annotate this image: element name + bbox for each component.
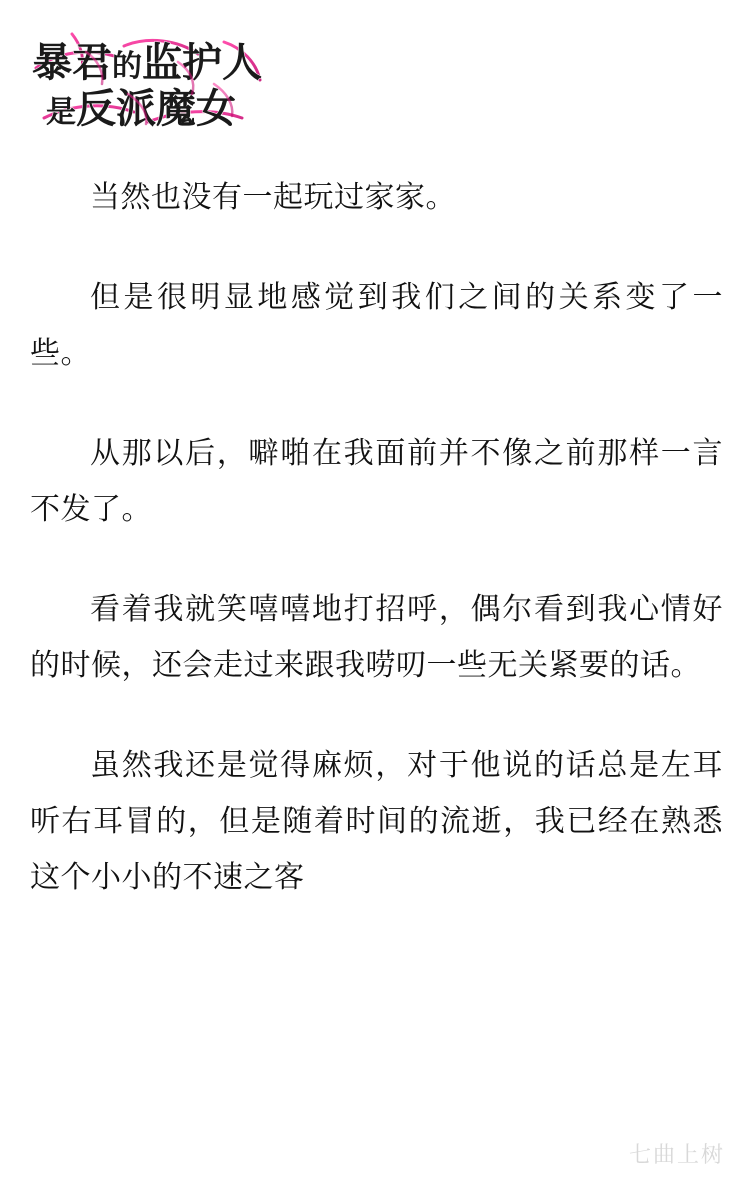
paragraph: 从那以后，噼啪在我面前并不像之前那样一言不发了。 xyxy=(30,437,723,526)
watermark: 七曲上树 xyxy=(628,1142,725,1167)
paragraph: 当然也没有一起玩过家家。 xyxy=(90,181,456,214)
logo-line1-text: 暴君的监护人 xyxy=(32,40,262,85)
paragraph: 看着我就笑嘻嘻地打招呼，偶尔看到我心情好的时候，还会走过来跟我唠叨一些无关紧要的话。 xyxy=(30,593,723,682)
paragraph: 虽然我还是觉得麻烦，对于他说的话总是左耳听右耳冒的，但是随着时间的流逝，我已经在熟悉这个小小的不速之客 xyxy=(30,749,723,894)
paragraph: 但是很明显地感觉到我们之间的关系变了一些。 xyxy=(30,281,723,370)
story-text-body xyxy=(30,170,723,906)
title-logo xyxy=(28,22,278,132)
logo-line2-text: 是反派魔女 xyxy=(46,86,236,131)
